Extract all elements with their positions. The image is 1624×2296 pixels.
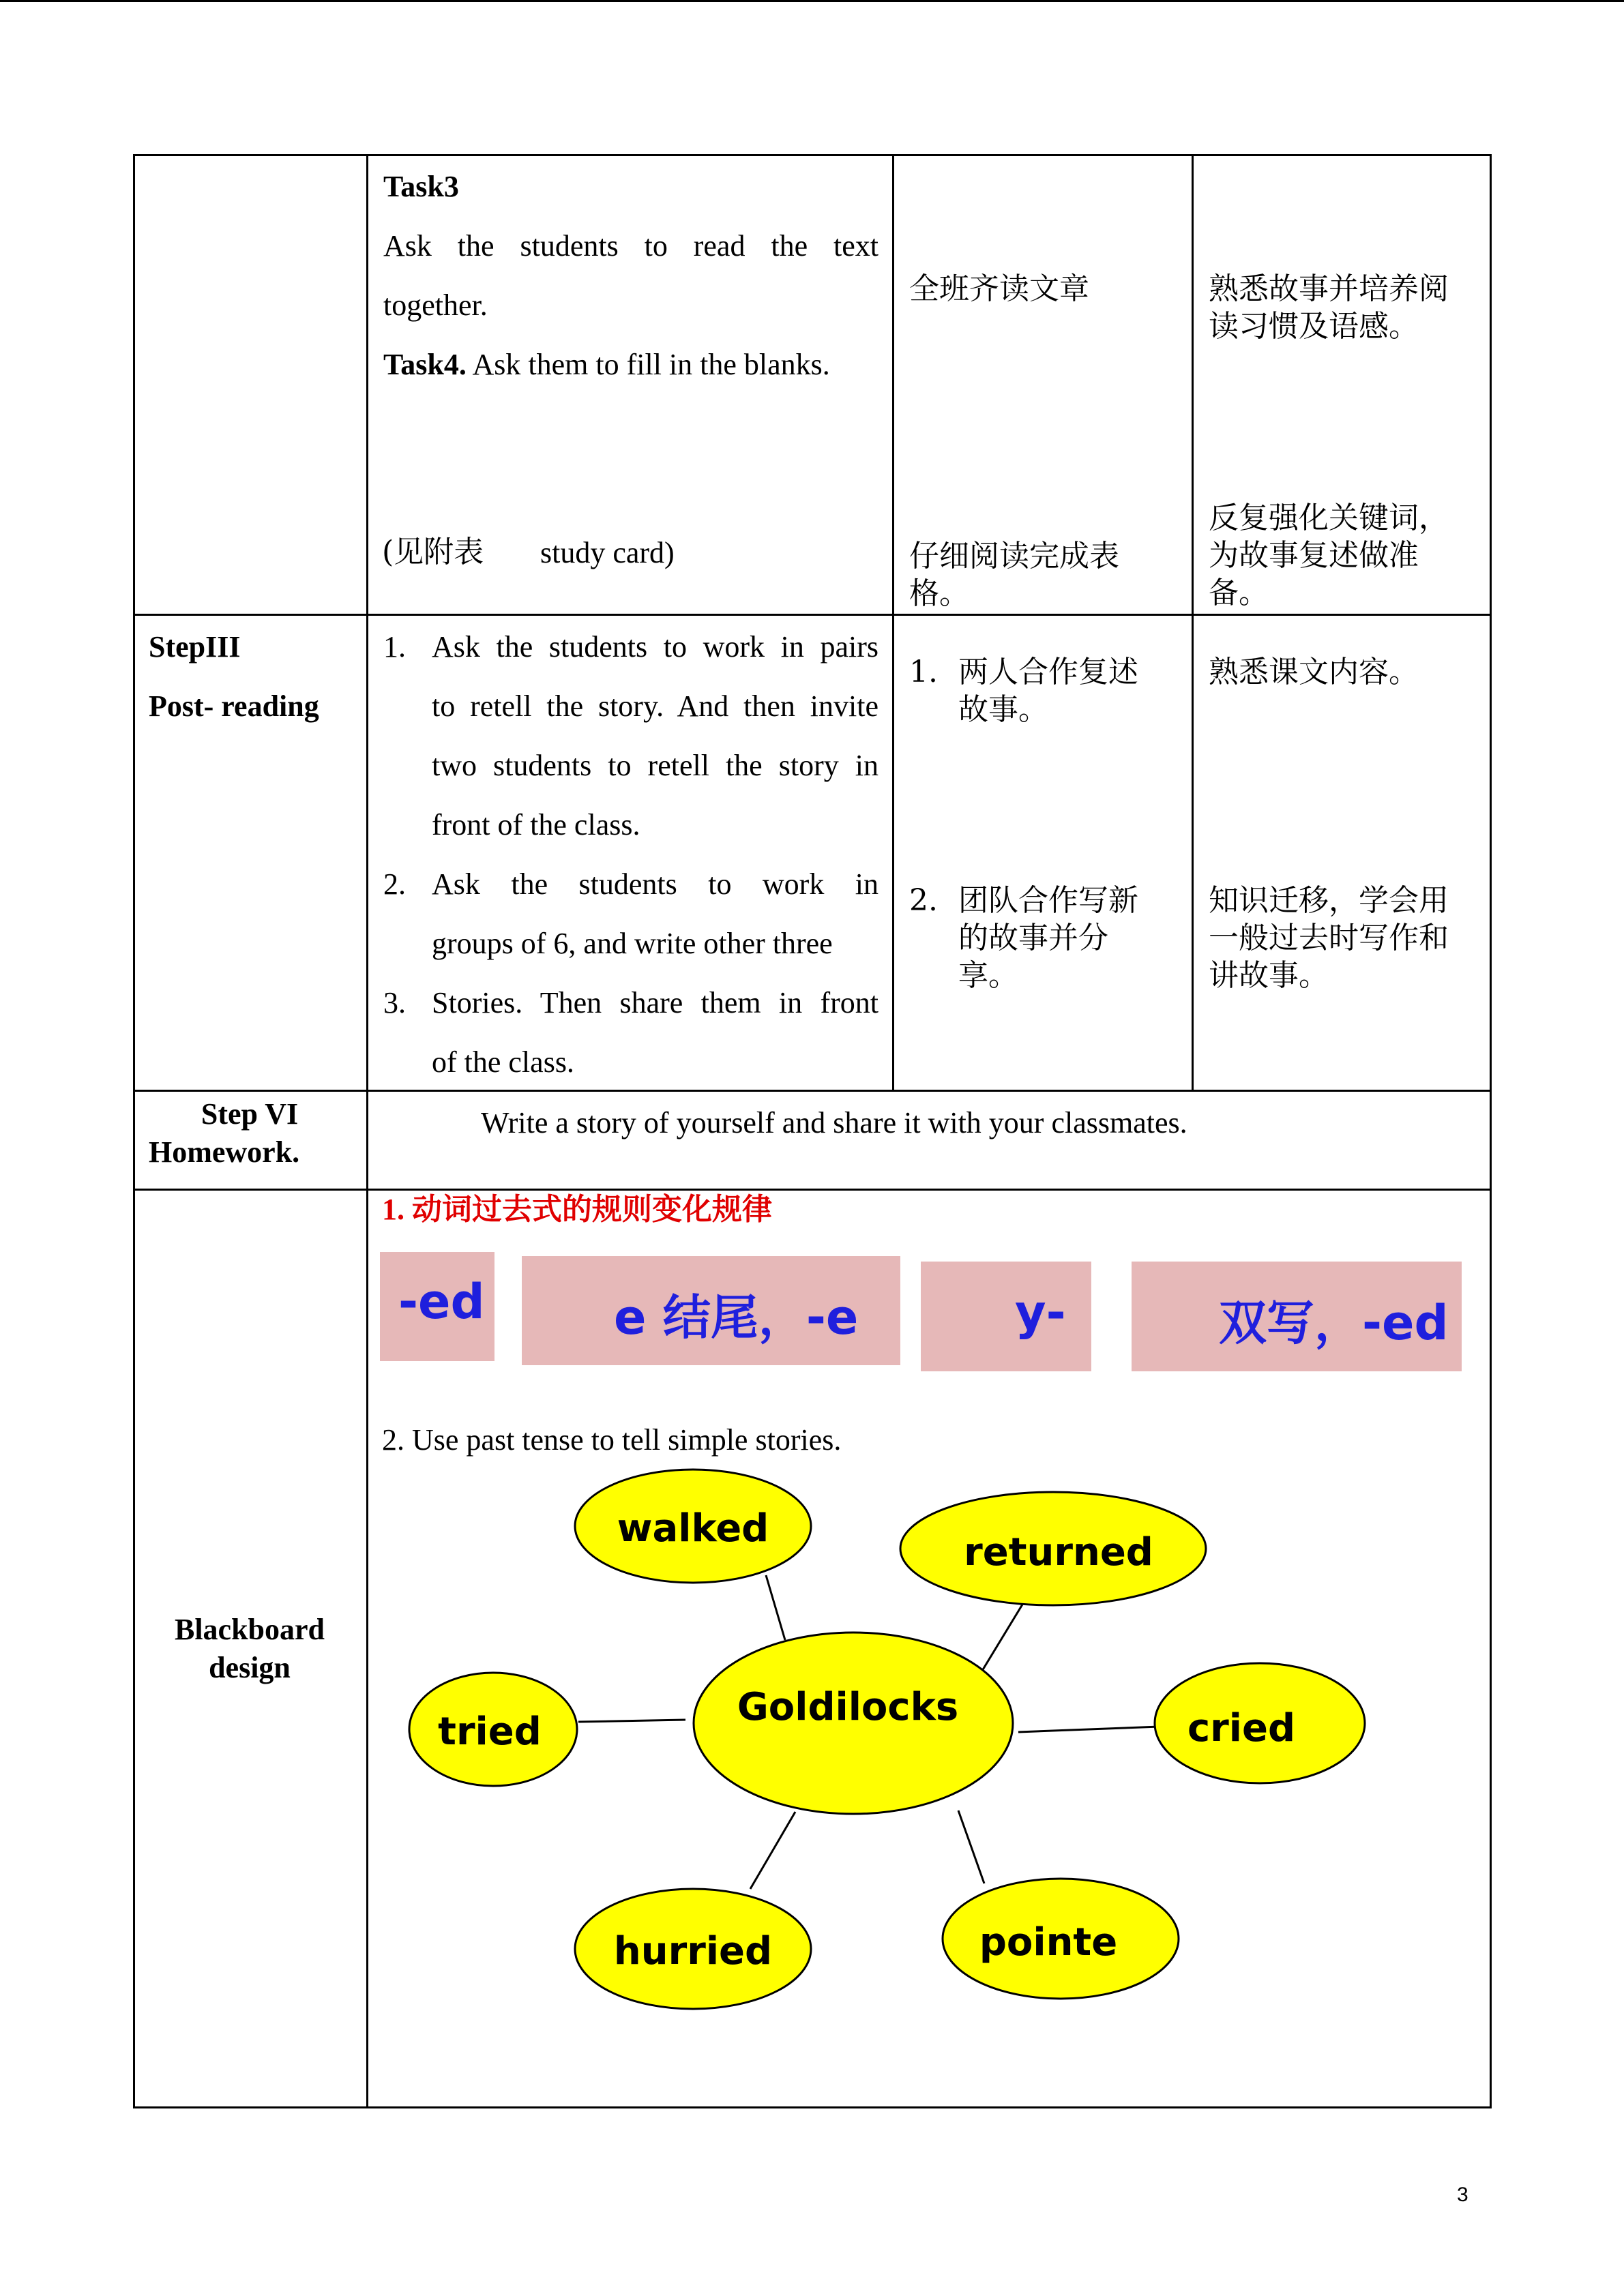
purpose-keyword-1: 反复强化关键词， [1209, 501, 1449, 535]
study-card-note-en: study card) [540, 536, 675, 569]
post-item-3-num: 3. [383, 986, 406, 1019]
post-student-2c: 享。 [958, 958, 1018, 993]
step6-subtitle: Homework. [149, 1135, 300, 1169]
step6-title: Step VI [201, 1097, 299, 1131]
post-student-1-num: 1. [909, 655, 938, 689]
post-student-2b: 的故事并分 [958, 921, 1108, 955]
link-tried [578, 1720, 685, 1722]
link-returned [982, 1598, 1027, 1671]
homework-text: Write a story of yourself and share it with your classmates. [481, 1106, 1187, 1139]
student-activity-read: 全班齐读文章 [909, 271, 1089, 306]
post-student-1b: 故事。 [958, 692, 1048, 727]
purpose-read-2: 读习惯及语感。 [1209, 309, 1419, 344]
rule-card-y-text: y- [1015, 1285, 1066, 1341]
story-instruction: 2. Use past tense to tell simple stories. [382, 1423, 842, 1457]
study-card-note-cn: (见附表 [382, 535, 484, 569]
rule-card-e-ending-text: e 结尾，-e [614, 1289, 859, 1345]
word-goldilocks: Goldilocks [737, 1685, 959, 1729]
task4-text: Ask them to fill in the blanks. [472, 348, 830, 381]
word-pointe: pointe [979, 1920, 1118, 1965]
word-tried: tried [438, 1710, 542, 1754]
word-returned: returned [964, 1530, 1153, 1575]
post-purpose-2a: 知识迁移，学会用 [1209, 883, 1449, 918]
post-item-3-line1: Stories. Then share them in front [432, 986, 879, 1019]
post-item-2-num: 2. [383, 867, 406, 901]
link-walked [766, 1575, 785, 1640]
post-item-2-line2: groups of 6, and write other three [432, 927, 833, 960]
link-cried [1018, 1727, 1160, 1732]
purpose-read-1: 熟悉故事并培养阅 [1209, 271, 1449, 306]
word-cried: cried [1187, 1706, 1296, 1750]
blackboard-label-2: design [209, 1651, 291, 1684]
task4-label: Task4. [383, 348, 467, 381]
post-item-1-num: 1. [383, 630, 406, 664]
task3-heading: Task3 [383, 170, 459, 203]
post-purpose-2b: 一般过去时写作和 [1209, 921, 1449, 955]
post-item-1-line2: to retell the story. And then invite [432, 689, 879, 723]
blackboard-label-1: Blackboard [174, 1613, 325, 1646]
purpose-keyword-2: 为故事复述做准 [1209, 538, 1419, 573]
post-item-1-line1: Ask the students to work in pairs [432, 630, 879, 664]
rule-card-double-text: 双写，-ed [1219, 1295, 1449, 1351]
post-item-1-line4: front of the class. [432, 808, 640, 841]
page-number: 3 [1457, 2183, 1468, 2206]
rule-heading-text: 动词过去式的规则变化规律 [412, 1192, 772, 1227]
post-student-2-num: 2. [909, 883, 938, 918]
post-purpose-2c: 讲故事。 [1209, 958, 1329, 993]
word-walked: walked [617, 1506, 769, 1551]
post-student-1a: 两人合作复述 [958, 655, 1138, 689]
word-hurried: hurried [613, 1929, 773, 1973]
post-item-3-line2: of the class. [432, 1045, 574, 1079]
post-item-2-line1: Ask the students to work in [432, 867, 879, 901]
student-activity-fill-1: 仔细阅读完成表 [909, 539, 1119, 573]
link-pointe [958, 1810, 984, 1883]
task3-line1: Ask the students to read the text [383, 229, 879, 263]
step3-subtitle: Post- reading [149, 689, 319, 723]
post-student-2a: 团队合作写新 [958, 883, 1138, 918]
task3-line2: together. [383, 288, 488, 322]
student-activity-fill-2: 格。 [909, 576, 969, 611]
step3-title: StepIII [149, 630, 241, 664]
post-item-1-line3: two students to retell the story in [432, 749, 879, 782]
rule-card-ed-text: -ed [398, 1274, 485, 1330]
post-purpose-1: 熟悉课文内容。 [1209, 655, 1419, 689]
rule-heading-num: 1. [382, 1193, 404, 1226]
purpose-keyword-3: 备。 [1209, 576, 1269, 610]
link-hurried [750, 1812, 795, 1889]
